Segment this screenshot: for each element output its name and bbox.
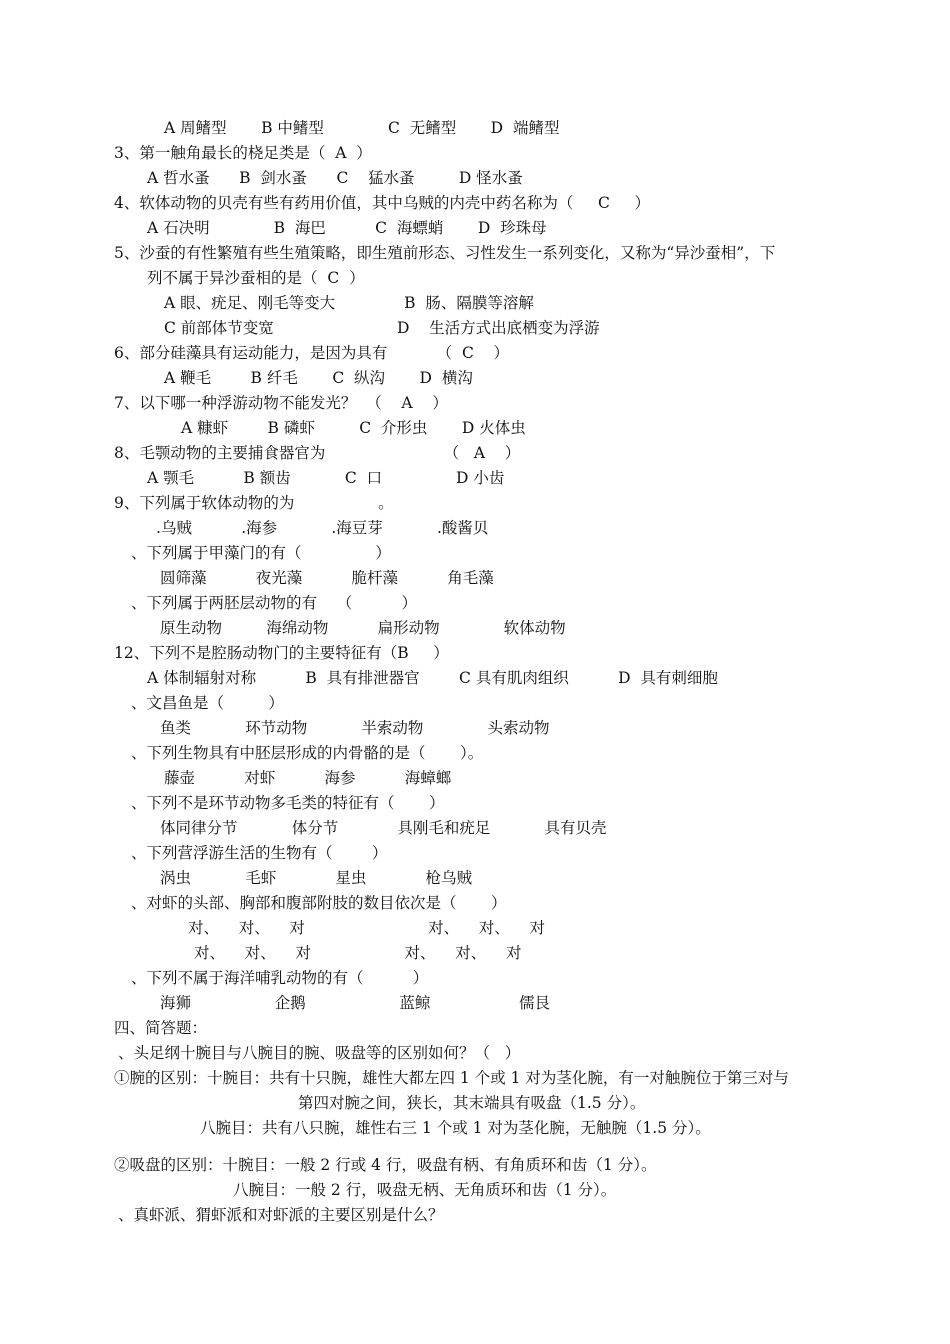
question-15-stem: 、下列不是环节动物多毛类的特征有（ ） <box>131 794 445 812</box>
question-13-stem: 、文昌鱼是（ ） <box>131 694 284 712</box>
question-17-stem: 、对虾的头部、胸部和腹部附肢的数目依次是（ ） <box>131 894 507 912</box>
short-answer-1-sucker-octopod: 八腕目：一般 2 行，吸盘无柄、无角质环和齿（1 分）。 <box>233 1181 617 1199</box>
question-7-stem: 7、以下哪一种浮游动物不能发光？ （ A ） <box>114 394 448 412</box>
short-answer-1-arm-octopod: 八腕目：共有八只腕，雄性右三 1 个或 1 对为茎化腕，无触腕（1.5 分）。 <box>200 1119 711 1137</box>
question-12-options: A 体制辐射对称 B 具有排泄器官 C 具有肌肉组织 D 具有刺细胞 <box>147 669 718 687</box>
question-17-options-cd: 对、 对、 对 对、 对、 对 <box>194 944 522 962</box>
question-8-options: A 颚毛 B 额齿 C 口 D 小齿 <box>147 469 505 487</box>
question-14-options: 藤壶 对虾 海参 海蟑螂 <box>164 769 452 787</box>
question-10-options: 圆筛藻 夜光藻 脆杆藻 角毛藻 <box>160 569 494 587</box>
question-5-stem: 5、沙蚕的有性繁殖有些生殖策略，即生殖前形态、习性发生一系列变化，又称为“异沙蚕相”，下 <box>114 244 776 262</box>
question-18-options: 海狮 企鹅 蓝鲸 儒艮 <box>160 994 551 1012</box>
question-17-options-ab: 对、 对、 对 对、 对、 对 <box>188 919 546 937</box>
question-11-stem: 、下列属于两胚层动物的有 （ ） <box>131 594 417 612</box>
question-16-stem: 、下列营浮游生活的生物有（ ） <box>131 844 388 862</box>
question-5-stem-cont: 列不属于异沙蚕相的是（ C ） <box>147 269 365 287</box>
question-3-options: A 哲水蚤 B 剑水蚤 C 猛水蚤 D 怪水蚤 <box>147 169 523 187</box>
section-heading: 四、简答题： <box>114 1019 208 1037</box>
question-15-options: 体同律分节 体分节 具刚毛和疣足 具有贝壳 <box>160 819 607 837</box>
question-6-stem: 6、部分硅藻具有运动能力，是因为具有 （ C ） <box>114 344 510 362</box>
question-16-options: 涡虫 毛虾 星虫 枪乌贼 <box>160 869 472 887</box>
question-7-options: A 糠虾 B 磷虾 C 介形虫 D 火体虫 <box>181 419 526 437</box>
question-6-options: A 鞭毛 B 纤毛 C 纵沟 D 横沟 <box>164 369 473 387</box>
question-4-options: A 石决明 B 海巴 C 海螵蛸 D 珍珠母 <box>147 219 547 237</box>
short-answer-1-arm-decapod: ①腕的区别：十腕目：共有十只腕，雄性大都左四 1 个或 1 对为茎化腕，有一对触腕位于第三对与 <box>114 1069 789 1087</box>
short-answer-1-sucker-decapod: ②吸盘的区别：十腕目：一般 2 行或 4 行，吸盘有柄、有角质环和齿（1 分）。 <box>114 1156 657 1174</box>
question-9-stem: 9、下列属于软体动物的为 。 <box>114 494 394 512</box>
question-10-stem: 、下列属于甲藻门的有（ ） <box>131 544 391 562</box>
question-11-options: 原生动物 海绵动物 扁形动物 软体动物 <box>160 619 566 637</box>
question-14-stem: 、下列生物具有中胚层形成的内骨骼的是（ ）。 <box>131 744 484 762</box>
question-8-stem: 8、毛颚动物的主要捕食器官为 （ A ） <box>114 444 521 462</box>
short-answer-1-question: 、头足纲十腕目与八腕目的腕、吸盘等的区别如何？（ ） <box>118 1044 521 1062</box>
question-2-options: A 周鳍型 B 中鳍型 C 无鳍型 D 端鳍型 <box>164 119 560 137</box>
question-5-options-ab: A 眼、疣足、刚毛等变大 B 肠、隔膜等溶解 <box>164 294 534 312</box>
short-answer-1-arm-decapod-cont: 第四对腕之间，狭长，其末端具有吸盘（1.5 分）。 <box>298 1094 646 1112</box>
question-3-stem: 3、第一触角最长的桡足类是（ A ） <box>114 144 372 162</box>
question-9-options: .乌贼 .海参 .海豆芽 .酸酱贝 <box>156 519 489 537</box>
question-13-options: 鱼类 环节动物 半索动物 头索动物 <box>160 719 550 737</box>
short-answer-2-question: 、真虾派、猬虾派和对虾派的主要区别是什么？ <box>118 1206 444 1224</box>
question-5-options-cd: C 前部体节变宽 D 生活方式出底栖变为浮游 <box>164 319 600 337</box>
question-12-stem: 12、下列不是腔肠动物门的主要特征有（B ） <box>114 644 449 662</box>
question-4-stem: 4、软体动物的贝壳有些有药用价值，其中乌贼的内壳中药名称为（ C ） <box>114 194 650 212</box>
question-18-stem: 、下列不属于海洋哺乳动物的有（ ） <box>131 969 429 987</box>
